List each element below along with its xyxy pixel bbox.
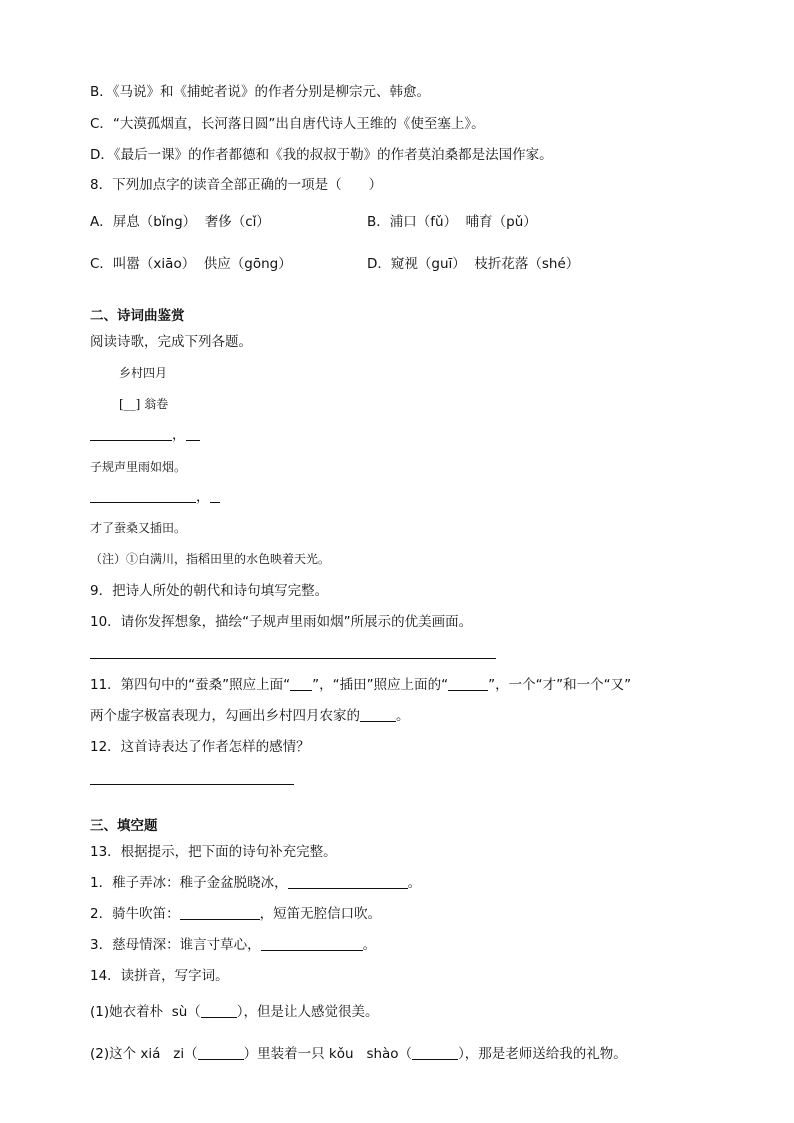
q14-blank-3[interactable] — [412, 1045, 458, 1060]
q11-blank-1[interactable] — [290, 676, 312, 691]
q11-line1: 11．第四句中的“蚕桑”照应上面“ ”，“插田”照应上面的“ ”，一个“才”和一个“又” — [90, 677, 632, 693]
q14: 14．读拼音，写字词。 — [90, 968, 229, 984]
q8-stem: 8．下列加点字的读音全部正确的一项是（ ） — [90, 177, 383, 193]
q14-blank-1[interactable] — [201, 1003, 237, 1018]
q12-answer-line[interactable] — [90, 784, 294, 785]
poem-line3-fill[interactable] — [90, 487, 220, 507]
q11-blank-3[interactable] — [360, 707, 396, 722]
q13-item2: 2．骑牛吹笛： ，短笛无腔信口吹。 — [90, 906, 382, 922]
q8-option-a: A．屏息（bǐng） 奢侈（cǐ） — [90, 214, 270, 230]
q13-item1: 1．稚子弄冰：稚子金盆脱晓冰， 。 — [90, 875, 422, 891]
q10-answer-line[interactable] — [90, 658, 496, 659]
q8-option-b: B．浦口（fǔ） 哺育（pǔ） — [367, 214, 537, 230]
q13-blank-1[interactable] — [288, 874, 408, 889]
poem-author-line — [119, 394, 168, 414]
q8-option-c: C．叫嚣（xiāo） 供应（gōng） — [90, 256, 292, 272]
q13: 13．根据提示，把下面的诗句补充完整。 — [90, 844, 337, 860]
poem-title: 乡村四月 — [119, 366, 168, 380]
section3-title: 三、填空题 — [90, 818, 158, 834]
section2-instruction: 阅读诗歌，完成下列各题。 — [90, 334, 252, 350]
section2-title: 二、诗词曲鉴赏 — [90, 308, 185, 324]
q13-blank-3[interactable] — [261, 936, 363, 951]
q7-option-d: D．《最后一课》的作者都德和《我的叔叔于勒》的作者莫泊桑都是法国作家。 — [90, 147, 553, 163]
q7-option-b: B．《马说》和《捕蛇者说》的作者分别是柳宗元、韩愈。 — [90, 84, 431, 100]
poem-line4: 才了蚕桑又插田。 — [90, 521, 187, 535]
q12: 12．这首诗表达了作者怎样的感情？ — [90, 739, 310, 755]
q14-item2: (2)这个 xiá zi（ ）里装着一只 kǒu shào（ ），那是老师送给我的礼物。 — [90, 1046, 627, 1062]
poem-line1-fill[interactable] — [90, 425, 200, 445]
q13-blank-2[interactable] — [180, 905, 260, 920]
q8-option-d: D．窥视（guī） 枝折花落（shé） — [367, 256, 580, 272]
comma: ， — [172, 427, 186, 443]
poem-author: 翁卷 — [144, 397, 169, 411]
comma: ， — [196, 489, 210, 505]
q10: 10．请你发挥想象，描绘“子规声里雨如烟”所展示的优美画面。 — [90, 614, 473, 630]
q7-option-c: C．“大漠孤烟直，长河落日圆”出自唐代诗人王维的《使至塞上》。 — [90, 116, 485, 132]
q11-line2: 两个虚字极富表现力，勾画出乡村四月农家的 。 — [90, 708, 410, 724]
q14-item1: (1)她衣着朴 sù（ ），但是让人感觉很美。 — [90, 1004, 379, 1020]
poem-note: （注）①白满川，指稻田里的水色映着天光。 — [90, 552, 331, 566]
q14-blank-2[interactable] — [198, 1045, 244, 1060]
q11-blank-2[interactable] — [448, 676, 488, 691]
q13-item3: 3．慈母情深：谁言寸草心， 。 — [90, 937, 377, 953]
author-dynasty-blank: [__] — [119, 397, 141, 411]
q9: 9．把诗人所处的朝代和诗句填写完整。 — [90, 583, 329, 599]
poem-line2: 子规声里雨如烟。 — [90, 460, 187, 474]
